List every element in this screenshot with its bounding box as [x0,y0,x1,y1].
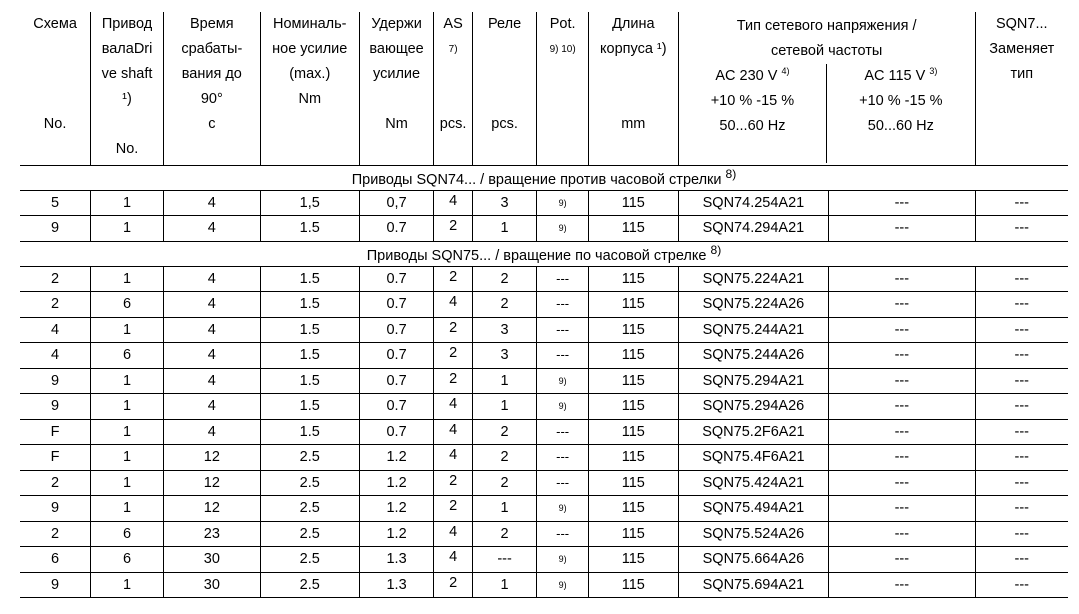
cell-housing-length: 115 [588,343,678,369]
cell-potentiometer: 9) [537,547,588,573]
cell-aux-switches: 4 [434,394,472,420]
cell-drive-shaft: 1 [91,445,164,471]
cell-model-ac115: --- [829,521,975,547]
cell-housing-length: 115 [588,394,678,420]
cell-nominal-torque: 2.5 [260,445,359,471]
cell-potentiometer: 9) [537,496,588,522]
cell-relay: 3 [472,343,537,369]
cell-housing-length: 115 [588,292,678,318]
cell-run-time: 4 [163,343,260,369]
cell-housing-length: 115 [588,216,678,242]
cell-holding-torque: 0.7 [359,394,434,420]
cell-relay: 1 [472,572,537,598]
cell-model-ac115: --- [829,419,975,445]
cell-model-ac230: SQN75.424A21 [678,470,828,496]
cell-aux-switches: 2 [434,572,472,598]
cell-scheme: 9 [20,572,91,598]
cell-nominal-torque: 1.5 [260,343,359,369]
cell-drive-shaft: 1 [91,317,164,343]
table-row [20,368,1068,394]
cell-holding-torque: 1.2 [359,521,434,547]
cell-model-ac230: SQN75.294A21 [678,368,828,394]
cell-aux-switches: 4 [434,445,472,471]
cell-model-ac230: SQN75.664A26 [678,547,828,573]
cell-run-time: 4 [163,419,260,445]
cell-model-ac115: --- [829,190,975,216]
cell-potentiometer: 9) [537,216,588,242]
cell-model-ac115: --- [829,368,975,394]
cell-run-time: 12 [163,496,260,522]
cell-relay: 2 [472,470,537,496]
cell-relay: 1 [472,216,537,242]
cell-scheme: 2 [20,470,91,496]
cell-holding-torque: 1.3 [359,572,434,598]
header-nominal-torque: Номиналь- ное усилие (max.) Nm [260,12,359,165]
table-row [20,190,1068,216]
cell-nominal-torque: 2.5 [260,572,359,598]
table-row [20,266,1068,292]
cell-scheme: F [20,445,91,471]
header-holding-torque: Удержи вающее усилие Nm [359,12,434,165]
cell-scheme: F [20,419,91,445]
cell-model-ac115: --- [829,216,975,242]
cell-potentiometer: --- [537,317,588,343]
cell-model-ac230: SQN75.294A26 [678,394,828,420]
header-aux-switches: AS 7) pcs. [434,12,472,165]
cell-nominal-torque: 2.5 [260,521,359,547]
cell-potentiometer: --- [537,343,588,369]
cell-replaces: --- [975,190,1068,216]
section-header-row [20,241,1068,266]
cell-model-ac230: SQN75.224A26 [678,292,828,318]
cell-drive-shaft: 1 [91,394,164,420]
cell-replaces: --- [975,343,1068,369]
cell-replaces: --- [975,292,1068,318]
cell-model-ac115: --- [829,343,975,369]
cell-housing-length: 115 [588,521,678,547]
cell-model-ac115: --- [829,394,975,420]
cell-aux-switches: 2 [434,470,472,496]
cell-holding-torque: 0.7 [359,292,434,318]
cell-drive-shaft: 1 [91,368,164,394]
cell-scheme: 9 [20,496,91,522]
cell-replaces: --- [975,572,1068,598]
cell-model-ac115: --- [829,292,975,318]
actuator-spec-table [20,12,1068,598]
cell-aux-switches: 4 [434,547,472,573]
cell-potentiometer: --- [537,445,588,471]
cell-potentiometer: --- [537,419,588,445]
table-row [20,521,1068,547]
cell-nominal-torque: 1.5 [260,317,359,343]
cell-model-ac230: SQN74.294A21 [678,216,828,242]
cell-holding-torque: 1.3 [359,547,434,573]
cell-holding-torque: 0.7 [359,343,434,369]
cell-drive-shaft: 6 [91,521,164,547]
cell-replaces: --- [975,445,1068,471]
cell-model-ac230: SQN75.524A26 [678,521,828,547]
table-row [20,292,1068,318]
cell-run-time: 4 [163,190,260,216]
cell-replaces: --- [975,496,1068,522]
cell-nominal-torque: 1.5 [260,292,359,318]
cell-model-ac230: SQN75.224A21 [678,266,828,292]
header-voltage-type: Тип сетевого напряжения / сетевой частоты AC 230 V $^{4)}$ +10 % -15 % 50...60 Hz AC 115 V $^{3)}$ +10 % -15 % 50...60 Hz [678,12,975,165]
cell-run-time: 4 [163,292,260,318]
cell-run-time: 4 [163,266,260,292]
cell-run-time: 12 [163,470,260,496]
cell-nominal-torque: 2.5 [260,470,359,496]
cell-scheme: 5 [20,190,91,216]
cell-aux-switches: 4 [434,190,472,216]
cell-drive-shaft: 6 [91,292,164,318]
cell-potentiometer: --- [537,266,588,292]
table-row [20,419,1068,445]
cell-holding-torque: 1.2 [359,496,434,522]
cell-model-ac230: SQN74.254A21 [678,190,828,216]
cell-run-time: 4 [163,216,260,242]
table-row [20,343,1068,369]
cell-nominal-torque: 1.5 [260,216,359,242]
cell-relay: --- [472,547,537,573]
cell-replaces: --- [975,368,1068,394]
cell-holding-torque: 0.7 [359,317,434,343]
cell-holding-torque: 0,7 [359,190,434,216]
cell-housing-length: 115 [588,368,678,394]
cell-drive-shaft: 1 [91,470,164,496]
cell-relay: 3 [472,317,537,343]
cell-nominal-torque: 2.5 [260,547,359,573]
section-title: Приводы SQN74... / вращение против часовой стрелки $^{8)}$ [20,165,1068,190]
cell-model-ac115: --- [829,317,975,343]
cell-run-time: 23 [163,521,260,547]
table-row [20,317,1068,343]
cell-replaces: --- [975,394,1068,420]
cell-holding-torque: 0.7 [359,266,434,292]
cell-scheme: 9 [20,368,91,394]
cell-nominal-torque: 1.5 [260,394,359,420]
cell-run-time: 30 [163,547,260,573]
cell-run-time: 4 [163,368,260,394]
cell-run-time: 30 [163,572,260,598]
header-drive-shaft: Привод валаDri ve shaft ¹) No. [91,12,164,165]
cell-aux-switches: 2 [434,343,472,369]
cell-housing-length: 115 [588,419,678,445]
cell-scheme: 9 [20,394,91,420]
cell-model-ac230: SQN75.4F6A21 [678,445,828,471]
cell-scheme: 2 [20,292,91,318]
cell-drive-shaft: 1 [91,419,164,445]
cell-run-time: 12 [163,445,260,471]
header-potentiometer: Pot. 9) 10) [537,12,588,165]
cell-model-ac230: SQN75.244A21 [678,317,828,343]
table-row [20,547,1068,573]
cell-model-ac230: SQN75.494A21 [678,496,828,522]
cell-aux-switches: 2 [434,266,472,292]
cell-replaces: --- [975,216,1068,242]
cell-relay: 3 [472,190,537,216]
cell-aux-switches: 2 [434,216,472,242]
cell-model-ac115: --- [829,572,975,598]
cell-nominal-torque: 1.5 [260,266,359,292]
cell-relay: 1 [472,368,537,394]
cell-aux-switches: 2 [434,368,472,394]
cell-drive-shaft: 1 [91,266,164,292]
cell-drive-shaft: 6 [91,547,164,573]
cell-potentiometer: 9) [537,190,588,216]
table-row [20,394,1068,420]
cell-aux-switches: 4 [434,292,472,318]
cell-holding-torque: 0.7 [359,368,434,394]
header-scheme: Схема No. [20,12,91,165]
cell-holding-torque: 0.7 [359,216,434,242]
cell-run-time: 4 [163,317,260,343]
cell-model-ac115: --- [829,445,975,471]
table-row [20,216,1068,242]
cell-drive-shaft: 1 [91,216,164,242]
table-header-row [20,12,1068,165]
cell-scheme: 2 [20,521,91,547]
cell-replaces: --- [975,419,1068,445]
cell-relay: 1 [472,496,537,522]
cell-drive-shaft: 1 [91,572,164,598]
table-row [20,445,1068,471]
cell-housing-length: 115 [588,266,678,292]
cell-potentiometer: --- [537,521,588,547]
table-row [20,496,1068,522]
cell-model-ac115: --- [829,496,975,522]
cell-scheme: 6 [20,547,91,573]
cell-model-ac115: --- [829,266,975,292]
cell-relay: 2 [472,266,537,292]
cell-nominal-torque: 1,5 [260,190,359,216]
cell-run-time: 4 [163,394,260,420]
cell-potentiometer: 9) [537,572,588,598]
cell-replaces: --- [975,521,1068,547]
cell-holding-torque: 1.2 [359,445,434,471]
table-row [20,572,1068,598]
cell-model-ac230: SQN75.2F6A21 [678,419,828,445]
cell-drive-shaft: 1 [91,190,164,216]
header-ac115: AC 115 V $^{3)}$ +10 % -15 % 50...60 Hz [826,64,974,163]
cell-model-ac230: SQN75.694A21 [678,572,828,598]
cell-potentiometer: --- [537,470,588,496]
cell-aux-switches: 4 [434,419,472,445]
cell-housing-length: 115 [588,496,678,522]
section-header-row [20,165,1068,190]
cell-model-ac115: --- [829,547,975,573]
cell-housing-length: 115 [588,572,678,598]
cell-aux-switches: 2 [434,496,472,522]
header-ac230: AC 230 V $^{4)}$ +10 % -15 % 50...60 Hz [710,66,795,134]
cell-drive-shaft: 1 [91,496,164,522]
cell-drive-shaft: 6 [91,343,164,369]
cell-nominal-torque: 1.5 [260,419,359,445]
section-title: Приводы SQN75... / вращение по часовой стрелке $^{8)}$ [20,241,1068,266]
cell-aux-switches: 4 [434,521,472,547]
cell-housing-length: 115 [588,445,678,471]
cell-housing-length: 115 [588,547,678,573]
cell-holding-torque: 1.2 [359,470,434,496]
cell-nominal-torque: 2.5 [260,496,359,522]
cell-potentiometer: 9) [537,394,588,420]
cell-relay: 2 [472,445,537,471]
header-housing-length: Длина корпуса ¹) mm [588,12,678,165]
cell-scheme: 4 [20,343,91,369]
cell-relay: 2 [472,521,537,547]
cell-relay: 1 [472,394,537,420]
cell-nominal-torque: 1.5 [260,368,359,394]
cell-scheme: 9 [20,216,91,242]
cell-housing-length: 115 [588,470,678,496]
cell-housing-length: 115 [588,190,678,216]
cell-model-ac230: SQN75.244A26 [678,343,828,369]
header-relay: Реле pcs. [472,12,537,165]
cell-replaces: --- [975,317,1068,343]
cell-relay: 2 [472,292,537,318]
header-replaces: SQN7... Заменяет тип [975,12,1068,165]
cell-model-ac115: --- [829,470,975,496]
cell-housing-length: 115 [588,317,678,343]
cell-scheme: 2 [20,266,91,292]
cell-potentiometer: 9) [537,368,588,394]
cell-relay: 2 [472,419,537,445]
table-row [20,470,1068,496]
cell-replaces: --- [975,470,1068,496]
cell-replaces: --- [975,547,1068,573]
header-run-time: Время срабаты- вания до 90° c [163,12,260,165]
cell-holding-torque: 0.7 [359,419,434,445]
cell-scheme: 4 [20,317,91,343]
cell-aux-switches: 2 [434,317,472,343]
cell-replaces: --- [975,266,1068,292]
cell-potentiometer: --- [537,292,588,318]
